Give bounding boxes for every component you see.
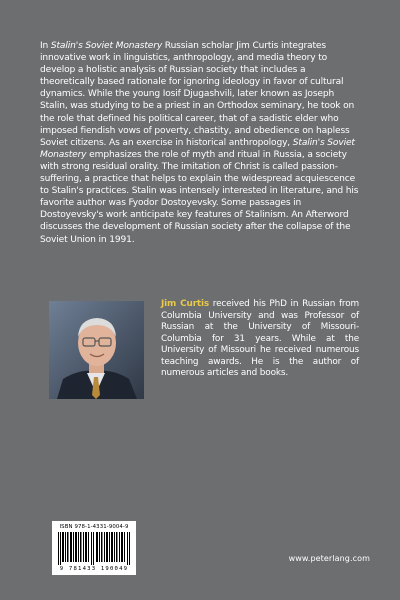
book-title-second: Stalin's Soviet Monastery	[40, 137, 355, 160]
publisher-website: www.peterlang.com	[288, 554, 370, 563]
author-bio-text: received his PhD in Russian from Columbia University and was Professor of Russian at the University of Missouri-Columbia for 31 years. While at the University of Missouri he received numerous teaching awards. He is the author of numerous articles and books.	[161, 299, 359, 378]
blurb-part-1: Russian scholar Jim Curtis integrates innovative work in linguistics, anthropology, and media theory to develop a holistic analysis of Russian society that includes a theoretically based rationale for ignoring ideology in favor of cultural dynamics. While the young Iosif Djugashvili, later known as Joseph Stalin, was studying to be a priest in an Orthodox seminary, he took on the role that defined his political career, that of a sadistic elder who imposed fiendish vows of poverty, chastity, and obedience on hapless Soviet citizens. As an exercise in historical anthropology,	[40, 41, 355, 148]
barcode-digits: 9 781433 190049	[59, 566, 129, 572]
author-name: Jim Curtis	[161, 299, 210, 309]
isbn-barcode	[52, 521, 136, 575]
barcode-bars	[58, 532, 130, 565]
book-title: Stalin's Soviet Monastery	[50, 41, 163, 51]
author-bio	[161, 299, 359, 380]
blurb-intro: In	[40, 41, 51, 51]
isbn-number: ISBN 978-1-4331-9004-9	[59, 524, 129, 530]
blurb-part-2: emphasizes the role of myth and ritual in Russia, a society with strong residual orality. The imitation of Christ is called passion-suffering, a practice that helps to explain the widespread acquiescence to Stalin's practices. Stalin was intensely interested in literature, and his favorite author was Fyodor Dostoyevsky. Some passages in Dostoyevsky's work anticipate key features of Stalinism. An Afterword discusses the development of Russian society after the collapse of the Soviet Union in 1991.	[40, 149, 359, 245]
author-photo	[49, 301, 144, 399]
back-cover-blurb	[40, 40, 362, 246]
